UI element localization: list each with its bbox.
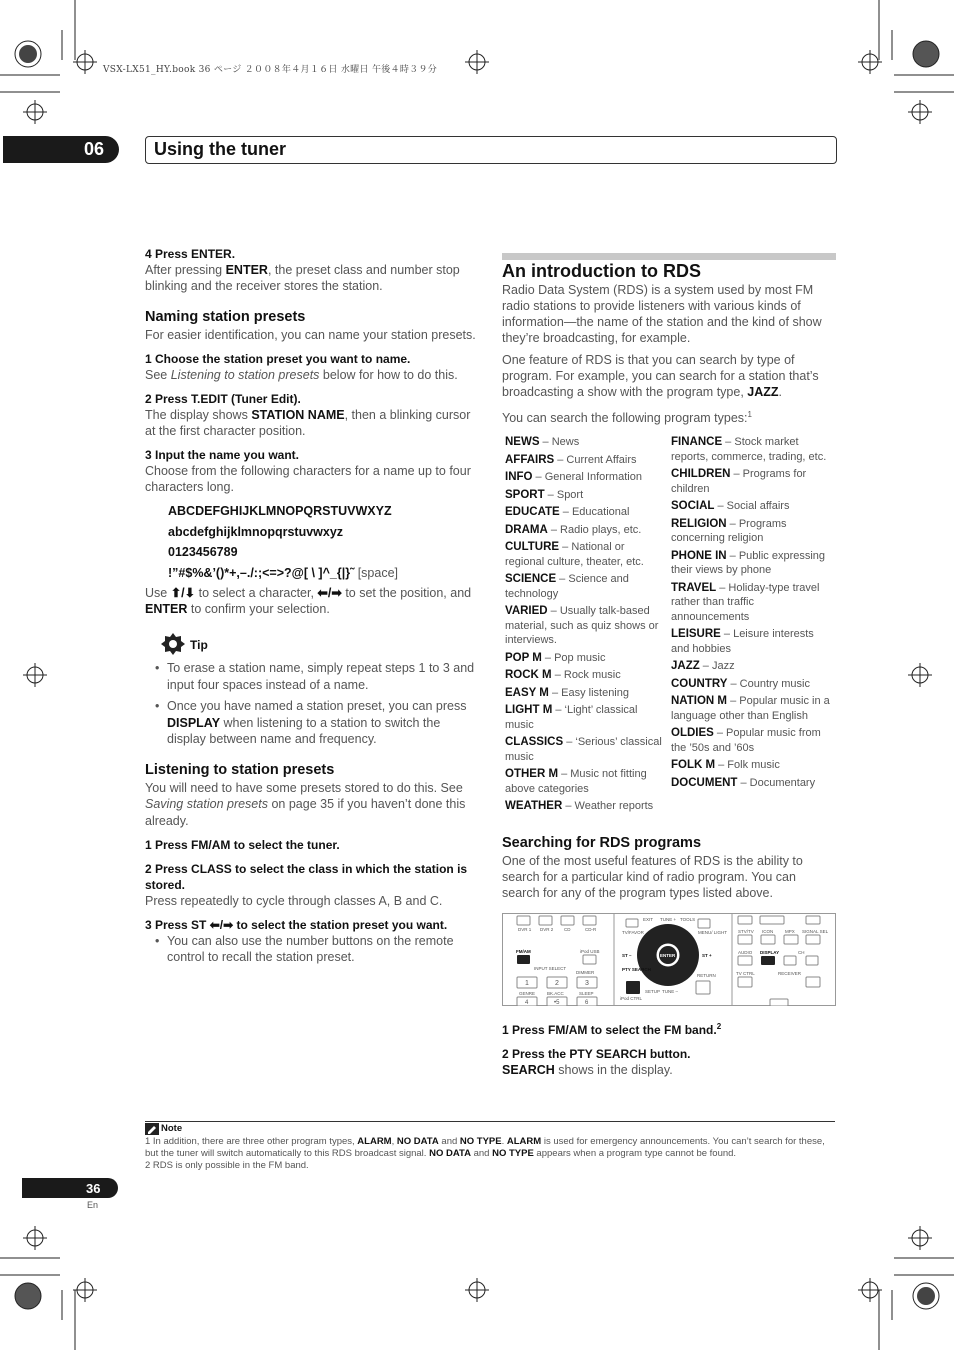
svg-text:PTY SEARCH: PTY SEARCH — [622, 967, 651, 972]
svg-text:2: 2 — [555, 980, 559, 987]
naming-step-3-text: Choose from the following characters for a name up to four characters long. — [145, 464, 471, 494]
naming-intro: For easier identification, you can name your station presets. — [145, 328, 476, 342]
naming-heading: Naming station presets — [145, 309, 306, 325]
svg-text:TV/FAVOR: TV/FAVOR — [622, 930, 644, 935]
listening-step-2-text: Press repeatedly to cycle through classes A, B and C. — [145, 894, 443, 908]
remote-label: DVR 1 — [518, 927, 532, 932]
search-step-1: 1 Press FM/AM to select the FM band.$^2$ — [502, 1022, 722, 1037]
program-type-item: LEISURE – Leisure interests and hobbies — [671, 628, 814, 655]
program-type-item: PHONE IN – Public expressing their views by phone — [671, 549, 826, 576]
note-header — [145, 1123, 835, 1136]
listening-step-1: 1 Press FM/AM to select the tuner. — [145, 838, 340, 852]
program-type-item: VARIED – Usually talk-based material, such as quiz shows or interviews. — [505, 605, 659, 646]
svg-text:SLEEP: SLEEP — [579, 991, 594, 996]
left-right-arrow-icon: ⬅/➡ — [209, 918, 234, 932]
listening-intro: You will need to have some presets stored to do this. See Saving station presets on page 35 if you haven’t done this already. — [145, 780, 466, 828]
chars-lower: abcdefghijklmnopqrstuvwxyz — [168, 524, 344, 539]
svg-text:6: 6 — [585, 1000, 589, 1006]
tip-label: Tip — [190, 638, 208, 652]
svg-text:ST –: ST – — [622, 953, 632, 958]
svg-text:3: 3 — [585, 980, 589, 987]
footnote-rule — [145, 1121, 835, 1122]
program-type-item: SPORT – Sport — [505, 488, 584, 501]
program-type-item: EASY M – Easy listening — [505, 686, 629, 699]
program-type-item: ROCK M – Rock music — [505, 669, 621, 681]
svg-text:CD: CD — [564, 927, 571, 932]
naming-step-3: 3 Input the name you want. — [145, 448, 300, 462]
rds-paragraph-2: One feature of RDS is that you can search by type of program. For example, you can search for a station that’s broadcasting a show with the program type, JAZZ. — [502, 353, 819, 399]
svg-text:RETURN: RETURN — [697, 973, 716, 978]
program-type-item: DOCUMENT – Documentary — [671, 776, 816, 789]
program-types-left — [505, 435, 663, 817]
program-type-item: SCIENCE – Science and technology — [505, 573, 629, 600]
listening-step-3-bullet: • You can also use the number buttons on the remote control to recall the station preset. — [145, 933, 479, 965]
program-type-item: SOCIAL – Social affairs — [671, 500, 790, 512]
svg-text:GENRE: GENRE — [519, 991, 536, 996]
svg-text:TV CTRL: TV CTRL — [736, 971, 755, 976]
tip-header — [145, 634, 479, 658]
header-bar — [145, 136, 837, 164]
tip-icon — [160, 632, 186, 656]
program-type-item: JAZZ – Jazz — [671, 660, 735, 672]
rds-paragraph-1: Radio Data System (RDS) is a system used by most FM radio stations to provide listeners with various kinds of information—the name of the station and the kind of show they’re broadcasting, for example. — [502, 283, 822, 345]
program-type-item: RELIGION – Programs concerning religion — [671, 517, 787, 544]
svg-text:ENTER: ENTER — [660, 953, 676, 958]
pencil-icon — [145, 1123, 159, 1135]
program-type-item: POP M – Pop music — [505, 651, 606, 664]
character-set — [145, 501, 479, 583]
program-type-item: CULTURE – National or regional culture, theater, etc. — [505, 541, 644, 568]
page-language: En — [87, 1200, 99, 1210]
rds-heading: An introduction to RDS — [502, 261, 701, 281]
svg-text:STV/TV: STV/TV — [738, 929, 754, 934]
program-type-item: CHILDREN – Programs for children — [671, 468, 807, 495]
up-down-arrow-icon: ⬆/⬇ — [170, 586, 196, 600]
svg-text:CH: CH — [798, 950, 805, 955]
search-steps — [502, 1019, 836, 1078]
program-type-item: OTHER M – Music not fitting above categories — [505, 768, 647, 795]
program-type-item: OLDIES – Popular music from the ’50s and ’60s — [671, 727, 821, 754]
footnotes — [145, 1123, 835, 1172]
program-type-item: LIGHT M – ‘Light’ classical music — [505, 704, 638, 731]
note-label: Note — [161, 1123, 183, 1134]
svg-text:SIGNAL SEL: SIGNAL SEL — [802, 929, 829, 934]
search-section — [502, 835, 836, 901]
program-type-item: INFO – General Information — [505, 471, 642, 483]
svg-text:1: 1 — [525, 980, 529, 987]
program-type-item: NATION M – Popular music in a language other than English — [671, 695, 830, 722]
svg-text:TUNE –: TUNE – — [662, 989, 679, 994]
svg-text:FM/AM: FM/AM — [516, 949, 531, 954]
chars-digits: 0123456789 — [168, 545, 238, 559]
page-number: 36 — [86, 1181, 101, 1196]
svg-text:•5: •5 — [554, 1000, 560, 1006]
search-step-2-text: SEARCH shows in the display. — [502, 1063, 673, 1077]
search-text: One of the most useful features of RDS is the ability to search for a particular kind of radio program. You can search for any of the program types listed above. — [502, 854, 803, 900]
svg-text:DVR 2: DVR 2 — [540, 927, 554, 932]
listening-step-3: 3 Press ST ⬅/➡ to select the station preset you want. — [145, 918, 448, 932]
remote-control-illustration — [502, 913, 836, 1006]
footnote-1: 1 In addition, there are three other program types, ALARM, NO DATA and NO TYPE. ALARM is used for emergency announcements. You can’t search for these, but the tuner will switch automatically to this RDS broadcast signal. NO DATA and NO TYPE appears when a program type cannot be found. — [145, 1136, 825, 1159]
chapter-number: 06 — [84, 139, 105, 159]
svg-text:EXIT: EXIT — [643, 917, 654, 922]
program-type-item: TRAVEL – Holiday-type travel rather than traffic announcements — [671, 581, 820, 623]
program-type-item: AFFAIRS – Current Affairs — [505, 453, 637, 466]
listening-heading: Listening to station presets — [145, 761, 335, 778]
tip-bullet-1: • To erase a station name, simply repeat steps 1 to 3 and input four spaces instead of a name. — [145, 660, 479, 694]
svg-text:iPod USB: iPod USB — [580, 949, 600, 954]
step-4-title: 4 Press ENTER. — [145, 247, 236, 261]
svg-text:4: 4 — [525, 1000, 529, 1006]
chars-upper: ABCDEFGHIJKLMNOPQRSTUVWXYZ — [168, 504, 392, 518]
svg-text:ICON: ICON — [762, 929, 774, 934]
svg-text:CD-R: CD-R — [585, 927, 597, 932]
program-type-item: DRAMA – Radio plays, etc. — [505, 523, 642, 536]
use-instructions: Use ⬆/⬇ to select a character, ⬅/➡ to set the position, and ENTER to confirm your selection. — [145, 586, 472, 616]
program-type-item: EDUCATE – Educational — [505, 506, 630, 518]
footnote-2: 2 RDS is only possible in the FM band. — [145, 1160, 309, 1171]
program-types-right — [671, 435, 833, 793]
svg-text:ST +: ST + — [702, 953, 712, 958]
tip-bullet-2: • Once you have named a station preset, you can press DISPLAY when listening to a station to switch the display between name and frequency. — [145, 698, 479, 748]
dvr1-button — [517, 916, 530, 925]
svg-text:RECEIVER: RECEIVER — [778, 971, 802, 976]
svg-text:TUNE +: TUNE + — [660, 917, 677, 922]
left-right-arrow-icon: ⬅/➡ — [317, 586, 342, 600]
chars-symbols-line: !”#$%&’()*+,–./:;<=>?@[ \ ]^_{|}˜ [space] — [168, 565, 399, 580]
svg-text:SETUP: SETUP — [645, 989, 661, 994]
page-number-tab — [22, 1178, 118, 1198]
step-4-text: After pressing ENTER, the preset class and number stop blinking and the receiver stores the station. — [145, 263, 460, 293]
svg-text:AUDIO: AUDIO — [738, 950, 753, 955]
left-column — [145, 246, 479, 965]
fmam-button — [517, 955, 530, 964]
svg-text:TOOLS: TOOLS — [680, 917, 696, 922]
search-step-2: 2 Press the PTY SEARCH button. — [502, 1047, 691, 1061]
svg-text:DISPLAY: DISPLAY — [760, 950, 780, 955]
svg-text:BK.ACC: BK.ACC — [547, 991, 564, 996]
page-title: Using the tuner — [154, 139, 287, 159]
program-type-item: WEATHER – Weather reports — [505, 800, 654, 812]
program-type-item: FOLK M – Folk music — [671, 759, 780, 771]
svg-text:MENU/ LIGHT: MENU/ LIGHT — [698, 930, 728, 935]
pty-search-button — [626, 981, 640, 994]
book-file-line: VSX-LX51_HY.book 36 ページ ２００８年４月１６日 水曜日 午後４時３９分 — [103, 65, 438, 75]
listening-step-2: 2 Press CLASS to select the class in which the station is stored. — [145, 862, 468, 892]
svg-text:INPUT SELECT: INPUT SELECT — [534, 966, 567, 971]
program-type-item: NEWS – News — [505, 436, 580, 448]
naming-step-1-text: See Listening to station presets below for how to do this. — [145, 368, 458, 382]
naming-step-2-text: The display shows STATION NAME, then a blinking cursor at the first character position. — [145, 408, 471, 438]
svg-text:DIMMER: DIMMER — [576, 970, 595, 975]
program-type-item: FINANCE – Stock market reports, commerce, trading, etc. — [671, 436, 827, 463]
program-type-item: COUNTRY – Country music — [671, 677, 810, 690]
svg-text:iPod CTRL: iPod CTRL — [620, 996, 643, 1001]
naming-step-1: 1 Choose the station preset you want to name. — [145, 352, 411, 366]
right-column-intro — [502, 263, 836, 426]
search-heading: Searching for RDS programs — [502, 835, 702, 851]
program-type-item: CLASSICS – ‘Serious’ classical music — [505, 736, 662, 763]
svg-text:MPX: MPX — [785, 929, 795, 934]
rds-paragraph-3: You can search the following program types:$^1$ — [502, 410, 752, 426]
naming-step-2: 2 Press T.EDIT (Tuner Edit). — [145, 392, 301, 406]
display-button — [761, 956, 775, 965]
section-rule — [502, 253, 836, 260]
